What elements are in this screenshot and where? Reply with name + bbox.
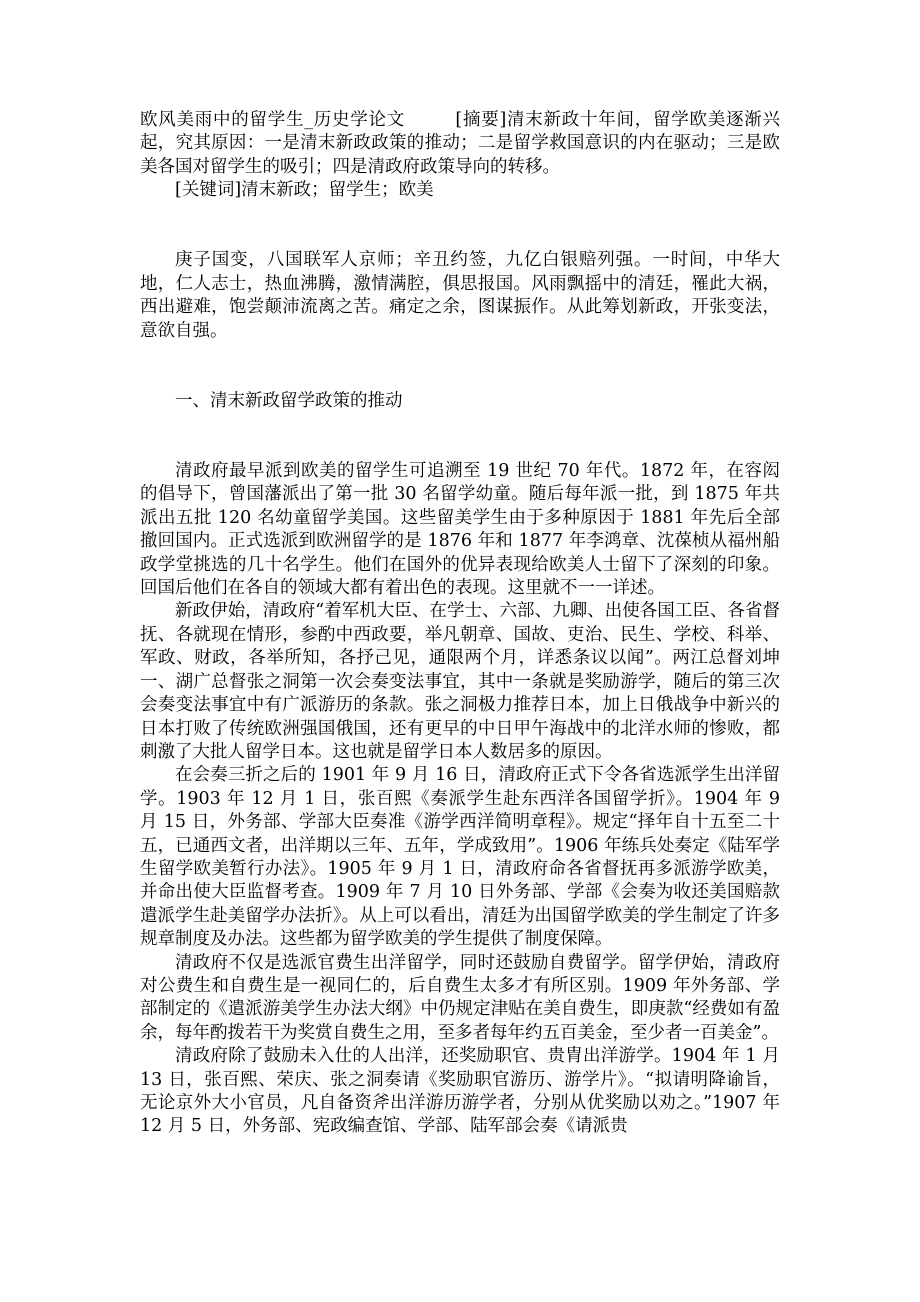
document-body xyxy=(140,109,780,1139)
body-paragraph: 清政府不仅是选派官费生出洋留学，同时还鼓励自费留学。留学伊始，清政府对公费生和自费生是一视同仁的，后自费生太多才有所区别。1909 年外务部、学部制定的《遣派游美学生办法大纲》中仍规定津贴在美自费生，即庚款“经费如有盈余，每年酌拨若干为奖赏自费生之用，至多者每年约五百美金，至少者一百美金”。 xyxy=(140,952,780,1043)
intro-paragraph: 庚子国变，八国联军人京师；辛丑约签，九亿白银赔列强。一时间，中华大地，仁人志士，热血沸腾，激情满腔，俱思报国。风雨飘摇中的清廷，罹此大祸，西出避难，饱尝颠沛流离之苦。痛定之余，图谋振作。从此筹划新政，开张变法，意欲自强。 xyxy=(140,250,780,341)
body-paragraph: 清政府最早派到欧美的留学生可追溯至 19 世纪 70 年代。1872 年，在容闳的倡导下，曾国藩派出了第一批 30 名留学幼童。随后每年派一批，到 1875 年共派出五批 120 名幼童留学美国。这些留美学生由于多种原因于 1881 年先后全部撤回国内。正式选派到欧洲留学的是 1876 年和 1877 年李鸿章、沈葆桢从福州船政学堂挑选的几十名学生。他们在国外的优异表现给欧美人士留下了深刻的印象。回国后他们在各自的领域大都有着出色的表现。这里就不一一详述。 xyxy=(140,461,780,599)
keywords-line: [关键词]清末新政；留学生；欧美 xyxy=(175,180,434,201)
spacer xyxy=(140,343,780,390)
section-heading: 一、清末新政留学政策的推动 xyxy=(175,390,403,411)
document-title: 欧风美雨中的留学生_历史学论文 xyxy=(140,110,405,130)
title-spacer xyxy=(405,110,455,130)
spacer xyxy=(140,203,780,250)
body-paragraph: 新政伊始，清政府“着军机大臣、在学士、六部、九卿、出使各国工臣、各省督抚、各就现在情形，参酌中西政要，举凡朝章、国故、吏治、民生、学校、科举、军政、财政，各举所知，各抒己见，通限两个月，详悉条议以闻”。两江总督刘坤一、湖广总督张之洞第一次会奏变法事宜，其中一条就是奖励游学，随后的第三次会奏变法事宜中有广派游历的条款。张之洞极力推荐日本，加上日俄战争中新兴的日本打败了传统欧洲强国俄国，还有更早的中日甲午海战中的北洋水师的惨败，都刺激了大批人留学日本。这也就是留学日本人数居多的原因。 xyxy=(140,601,780,762)
body-paragraph: 在会奏三折之后的 1901 年 9 月 16 日，清政府正式下令各省选派学生出洋留学。1903 年 12 月 1 日，张百熙《奏派学生赴东西洋各国留学折》。1904 年 9 月 15 日，外务部、学部大臣奏准《游学西洋简明章程》。规定“择年自十五至二十五，已通西文者，出洋期以三年、五年，学成致用”。1906 年练兵处奏定《陆军学生留学欧美暂行办法》。1905 年 9 月 1 日，清政府命各省督抚再多派游学欧美，并命出使大臣监督考查。1909 年 7 月 10 日外务部、学部《会奏为收还美国赔款遣派学生赴美留学办法折》。从上可以看出，清廷为出国留学欧美的学生制定了许多规章制度及办法。这些都为留学欧美的学生提供了制度保障。 xyxy=(140,765,780,950)
title-abstract-paragraph xyxy=(140,109,780,179)
spacer xyxy=(140,413,780,460)
body-paragraph: 清政府除了鼓励未入仕的人出洋，还奖励职官、贵胄出洋游学。1904 年 1 月 13 日，张百熙、荣庆、张之洞奏请《奖励职官游历、游学片》。“拟请明降谕旨，无论京外大小官员，凡自备资斧出洋游历游学者，分别从优奖励以劝之。”1907 年 12 月 5 日，外务部、宪政编查馆、学部、陆军部会奏《请派贵 xyxy=(140,1046,780,1137)
abstract-text: [摘要]清末新政十年间，留学欧美逐渐兴起，究其原因：一是清末新政政策的推动；二是留学救国意识的内在驱动；三是欧美各国对留学生的吸引；四是清政府政策导向的转移。 xyxy=(140,110,780,177)
